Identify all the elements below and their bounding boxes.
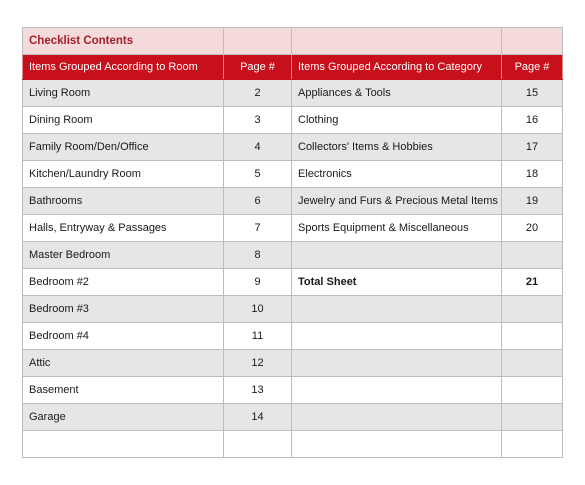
room-page-cell [224,431,292,458]
category-cell: Jewelry and Furs & Precious Metal Items [292,188,502,215]
room-cell: Kitchen/Laundry Room [23,161,224,188]
total-sheet-page: 21 [502,269,563,296]
room-cell [23,431,224,458]
table-row [23,269,563,296]
header-category-page: Page # [502,55,563,80]
category-page-cell [502,350,563,377]
category-page-cell: 19 [502,188,563,215]
room-page-cell: 11 [224,323,292,350]
room-page-cell: 2 [224,80,292,107]
room-page-cell: 13 [224,377,292,404]
room-cell: Basement [23,377,224,404]
table-row [23,215,563,242]
room-page-cell: 14 [224,404,292,431]
category-cell [292,431,502,458]
title-blank-cell [224,28,292,55]
category-cell [292,296,502,323]
room-page-cell: 12 [224,350,292,377]
category-cell [292,323,502,350]
table-row [23,242,563,269]
header-row [23,55,563,80]
category-cell: Collectors' Items & Hobbies [292,134,502,161]
room-cell: Living Room [23,80,224,107]
header-room-page: Page # [224,55,292,80]
room-cell: Halls, Entryway & Passages [23,215,224,242]
table-row [23,107,563,134]
category-page-cell [502,404,563,431]
category-cell: Appliances & Tools [292,80,502,107]
room-cell: Bedroom #3 [23,296,224,323]
category-cell: Clothing [292,107,502,134]
category-page-cell [502,431,563,458]
room-page-cell: 6 [224,188,292,215]
total-sheet-label: Total Sheet [292,269,502,296]
table-row [23,431,563,458]
room-cell: Garage [23,404,224,431]
category-page-cell: 17 [502,134,563,161]
room-cell: Bathrooms [23,188,224,215]
table-row [23,350,563,377]
room-page-cell: 3 [224,107,292,134]
room-page-cell: 7 [224,215,292,242]
table-title: Checklist Contents [23,28,224,55]
header-category: Items Grouped According to Category [292,55,502,80]
table-row [23,161,563,188]
table-row [23,80,563,107]
category-cell [292,242,502,269]
category-page-cell [502,296,563,323]
title-blank-cell [292,28,502,55]
title-blank-cell [502,28,563,55]
table-row [23,296,563,323]
category-page-cell [502,242,563,269]
title-row [23,28,563,55]
header-room: Items Grouped According to Room [23,55,224,80]
category-page-cell: 18 [502,161,563,188]
category-page-cell: 20 [502,215,563,242]
table-row [23,188,563,215]
room-page-cell: 4 [224,134,292,161]
category-cell: Electronics [292,161,502,188]
table-row [23,134,563,161]
checklist-contents-table [22,27,563,458]
table-row [23,404,563,431]
category-cell [292,377,502,404]
table-row [23,323,563,350]
category-page-cell: 16 [502,107,563,134]
table-row [23,377,563,404]
category-cell [292,350,502,377]
room-page-cell: 8 [224,242,292,269]
room-page-cell: 5 [224,161,292,188]
room-cell: Bedroom #2 [23,269,224,296]
room-cell: Family Room/Den/Office [23,134,224,161]
room-page-cell: 9 [224,269,292,296]
category-cell [292,404,502,431]
category-page-cell [502,377,563,404]
room-cell: Dining Room [23,107,224,134]
room-page-cell: 10 [224,296,292,323]
room-cell: Master Bedroom [23,242,224,269]
category-page-cell [502,323,563,350]
room-cell: Bedroom #4 [23,323,224,350]
category-cell: Sports Equipment & Miscellaneous [292,215,502,242]
room-cell: Attic [23,350,224,377]
category-page-cell: 15 [502,80,563,107]
